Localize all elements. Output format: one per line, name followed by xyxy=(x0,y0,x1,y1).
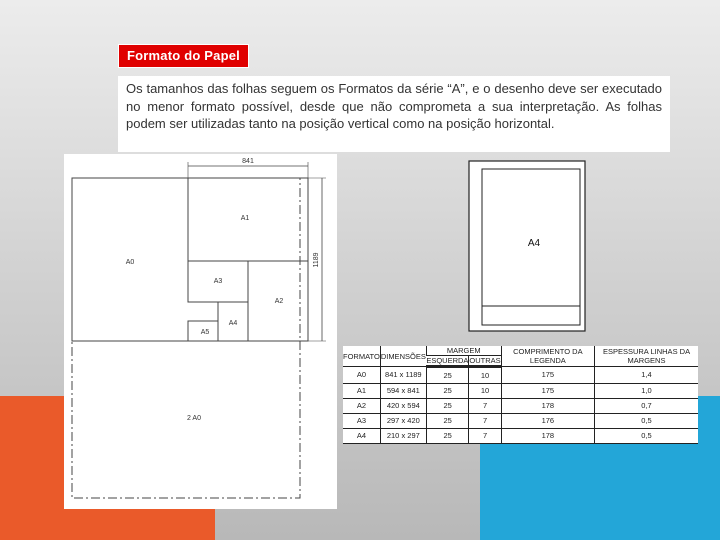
a4-sheet-svg xyxy=(468,160,586,332)
a0-frame xyxy=(72,178,308,341)
a1-label: A1 xyxy=(240,215,250,222)
a0-label: A0 xyxy=(125,259,135,266)
width-dimension-label: 841 xyxy=(242,158,254,165)
paper-format-svg xyxy=(64,154,337,509)
a4-sheet-label: A4 xyxy=(527,238,541,249)
table-row: A0 841 x 1189 25 10 175 1,4 xyxy=(343,367,698,384)
table-row: A3 297 x 420 25 7 176 0,5 xyxy=(343,413,698,428)
a4-sheet-figure xyxy=(468,160,586,332)
slide-title: Formato do Papel xyxy=(118,44,249,68)
body-text: Os tamanhos das folhas seguem os Formatos da série “A”, e o desenho deve ser executado no menor formato possível, desde que não comprometa a sua interpretação. As folhas podem ser utilizadas tanto na posição vertical como na posição horizontal. xyxy=(126,81,662,131)
header-outras: OUTRAS xyxy=(469,356,501,365)
table-row: A1 594 x 841 25 10 175 1,0 xyxy=(343,383,698,398)
table-row: A4 210 x 297 25 7 178 0,5 xyxy=(343,428,698,443)
header-comprimento: COMPRIMENTO DA LEGENDA xyxy=(501,346,594,367)
height-dimension-label: 1189 xyxy=(313,252,320,268)
format-table-container xyxy=(343,346,698,444)
body-text-box xyxy=(118,76,670,152)
header-margem: MARGEM xyxy=(426,346,501,356)
a3-label: A3 xyxy=(213,278,223,285)
two-a0-label: 2 A0 xyxy=(186,415,202,422)
paper-format-diagram xyxy=(64,154,337,509)
header-formato: FORMATO xyxy=(343,346,380,367)
a4-label: A4 xyxy=(228,320,238,327)
two-a0-frame xyxy=(72,178,300,498)
header-dimensoes: DIMENSÕES xyxy=(380,346,426,367)
header-esquerda: ESQUERDA xyxy=(426,356,469,365)
format-table xyxy=(343,346,698,444)
a5-label: A5 xyxy=(200,329,210,336)
a2-label: A2 xyxy=(274,298,284,305)
header-espessura: ESPESSURA LINHAS DA MARGENS xyxy=(595,346,698,367)
table-row: A2 420 x 594 25 7 178 0,7 xyxy=(343,398,698,413)
